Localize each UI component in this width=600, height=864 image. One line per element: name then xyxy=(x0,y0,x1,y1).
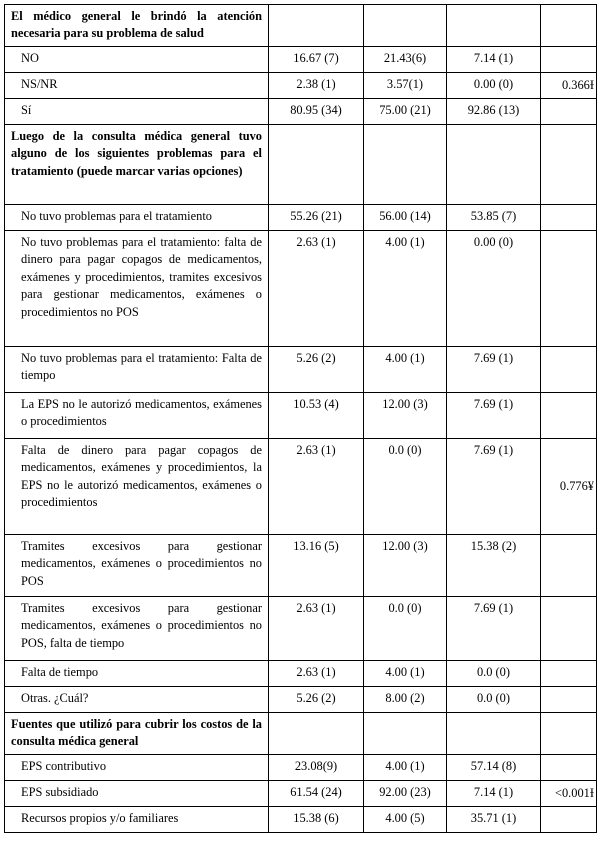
p-value-cell xyxy=(541,205,597,231)
row-label: NO xyxy=(5,47,269,73)
empty-cell xyxy=(364,125,447,205)
p-value-cell xyxy=(541,47,597,73)
table-row xyxy=(5,205,597,231)
row-label: Tramites excesivos para gestionar medicamentos, exámenes o procedimientos no POS xyxy=(5,535,269,597)
row-label: Falta de tiempo xyxy=(5,661,269,687)
value-cell: 4.00 (1) xyxy=(364,661,447,687)
value-cell: 61.54 (24) xyxy=(269,781,364,807)
table-row xyxy=(5,47,597,73)
value-cell: 92.86 (13) xyxy=(447,99,541,125)
p-value-cell xyxy=(541,597,597,661)
results-table xyxy=(4,4,597,833)
value-cell: 4.00 (1) xyxy=(364,347,447,393)
value-cell: 4.00 (5) xyxy=(364,807,447,833)
value-cell: 2.63 (1) xyxy=(269,231,364,347)
section-header-row xyxy=(5,713,597,755)
value-cell: 2.63 (1) xyxy=(269,597,364,661)
p-value-cell xyxy=(541,231,597,347)
value-cell: 0.00 (0) xyxy=(447,73,541,99)
empty-cell xyxy=(447,713,541,755)
section-title: El médico general le brindó la atención necesaria para su problema de salud xyxy=(5,5,269,47)
value-cell: 7.14 (1) xyxy=(447,47,541,73)
value-cell: 4.00 (1) xyxy=(364,231,447,347)
value-cell: 0.00 (0) xyxy=(447,231,541,347)
row-label: Otras. ¿Cuál? xyxy=(5,687,269,713)
p-value-cell: <0.001Ɨ xyxy=(541,781,597,807)
row-label: Sí xyxy=(5,99,269,125)
row-label: Falta de dinero para pagar copagos de medicamentos, exámenes y procedimientos, la EPS no le autorizó medicamentos, exámenes o procedimientos xyxy=(5,439,269,535)
row-label: EPS subsidiado xyxy=(5,781,269,807)
value-cell: 2.63 (1) xyxy=(269,439,364,535)
value-cell: 55.26 (21) xyxy=(269,205,364,231)
table-row xyxy=(5,231,597,347)
empty-cell xyxy=(269,125,364,205)
p-value-cell: 0.776¥ xyxy=(541,439,597,535)
value-cell: 2.38 (1) xyxy=(269,73,364,99)
empty-cell xyxy=(269,5,364,47)
value-cell: 3.57(1) xyxy=(364,73,447,99)
table-row xyxy=(5,661,597,687)
row-label: Recursos propios y/o familiares xyxy=(5,807,269,833)
value-cell: 56.00 (14) xyxy=(364,205,447,231)
p-value-cell xyxy=(541,535,597,597)
p-value-cell xyxy=(541,755,597,781)
p-value-cell xyxy=(541,661,597,687)
value-cell: 7.14 (1) xyxy=(447,781,541,807)
row-label: EPS contributivo xyxy=(5,755,269,781)
table-row xyxy=(5,755,597,781)
value-cell: 7.69 (1) xyxy=(447,347,541,393)
value-cell: 15.38 (2) xyxy=(447,535,541,597)
row-label: NS/NR xyxy=(5,73,269,99)
value-cell: 12.00 (3) xyxy=(364,393,447,439)
value-cell: 8.00 (2) xyxy=(364,687,447,713)
value-cell: 0.0 (0) xyxy=(447,687,541,713)
table-row xyxy=(5,781,597,807)
p-value-cell xyxy=(541,347,597,393)
value-cell: 4.00 (1) xyxy=(364,755,447,781)
row-label: No tuvo problemas para el tratamiento: falta de dinero para pagar copagos de medicamentos, exámenes y procedimientos, tramites excesivos para gestionar medicamentos, exámenes o procedimientos no POS xyxy=(5,231,269,347)
table-row xyxy=(5,535,597,597)
row-label: No tuvo problemas para el tratamiento: Falta de tiempo xyxy=(5,347,269,393)
p-value-cell xyxy=(541,393,597,439)
empty-cell xyxy=(447,5,541,47)
table-row xyxy=(5,687,597,713)
empty-cell xyxy=(364,713,447,755)
table-row xyxy=(5,347,597,393)
p-value-cell xyxy=(541,807,597,833)
value-cell: 0.0 (0) xyxy=(364,597,447,661)
value-cell: 23.08(9) xyxy=(269,755,364,781)
p-value-cell xyxy=(541,687,597,713)
table-row xyxy=(5,99,597,125)
row-label: Tramites excesivos para gestionar medicamentos, exámenes o procedimientos no POS, falta de tiempo xyxy=(5,597,269,661)
value-cell: 75.00 (21) xyxy=(364,99,447,125)
section-title: Luego de la consulta médica general tuvo alguno de los siguientes problemas para el tratamiento (puede marcar varias opciones) xyxy=(5,125,269,205)
value-cell: 0.0 (0) xyxy=(447,661,541,687)
table-row xyxy=(5,807,597,833)
value-cell: 7.69 (1) xyxy=(447,597,541,661)
value-cell: 13.16 (5) xyxy=(269,535,364,597)
value-cell: 2.63 (1) xyxy=(269,661,364,687)
table-row xyxy=(5,73,597,99)
value-cell: 10.53 (4) xyxy=(269,393,364,439)
empty-cell xyxy=(364,5,447,47)
value-cell: 57.14 (8) xyxy=(447,755,541,781)
value-cell: 12.00 (3) xyxy=(364,535,447,597)
table-row xyxy=(5,393,597,439)
section-header-row xyxy=(5,125,597,205)
value-cell: 7.69 (1) xyxy=(447,439,541,535)
table-row xyxy=(5,597,597,661)
empty-cell xyxy=(447,125,541,205)
value-cell: 5.26 (2) xyxy=(269,347,364,393)
value-cell: 16.67 (7) xyxy=(269,47,364,73)
value-cell: 35.71 (1) xyxy=(447,807,541,833)
section-header-row xyxy=(5,5,597,47)
value-cell: 0.0 (0) xyxy=(364,439,447,535)
value-cell: 7.69 (1) xyxy=(447,393,541,439)
p-value-cell: 0.366Ɨ xyxy=(541,73,597,99)
empty-cell xyxy=(269,713,364,755)
empty-cell xyxy=(541,5,597,47)
table-row xyxy=(5,439,597,535)
value-cell: 21.43(6) xyxy=(364,47,447,73)
row-label: No tuvo problemas para el tratamiento xyxy=(5,205,269,231)
value-cell: 53.85 (7) xyxy=(447,205,541,231)
p-value-cell xyxy=(541,99,597,125)
empty-cell xyxy=(541,713,597,755)
section-title: Fuentes que utilizó para cubrir los costos de la consulta médica general xyxy=(5,713,269,755)
value-cell: 15.38 (6) xyxy=(269,807,364,833)
value-cell: 80.95 (34) xyxy=(269,99,364,125)
value-cell: 92.00 (23) xyxy=(364,781,447,807)
empty-cell xyxy=(541,125,597,205)
row-label: La EPS no le autorizó medicamentos, exámenes o procedimientos xyxy=(5,393,269,439)
value-cell: 5.26 (2) xyxy=(269,687,364,713)
